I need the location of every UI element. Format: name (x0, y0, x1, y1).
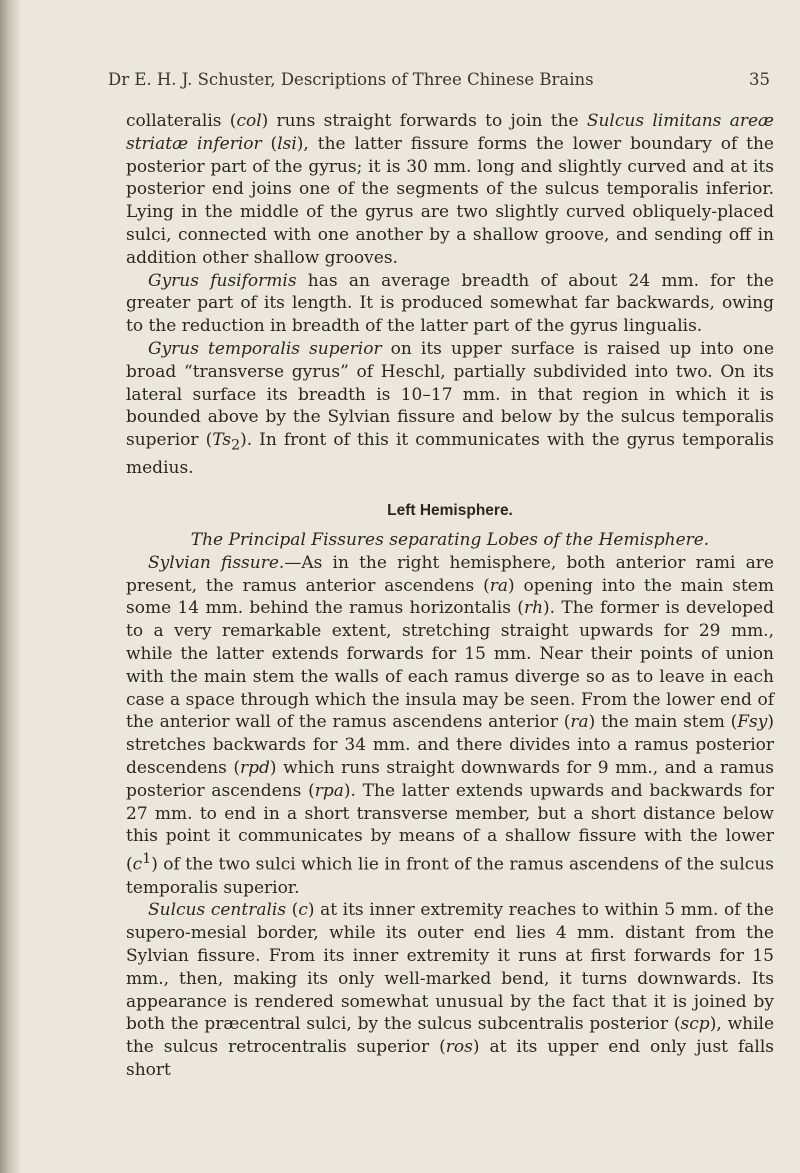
section-heading: Left Hemisphere. (387, 502, 513, 520)
italic-text: ra (489, 575, 509, 596)
italic-text: col (236, 111, 262, 131)
italic-text: c (298, 900, 308, 921)
text-run: ) which runs straight downwards for 9 mm., and a ramus posterior ascendens ( (126, 757, 774, 801)
italic-text: rpa (314, 780, 344, 801)
italic-text: rh (523, 598, 544, 619)
running-title: Dr E. H. J. Schuster, Descriptions of Three Chinese Brains (108, 70, 594, 89)
italic-text: ra (570, 712, 589, 733)
paragraph (126, 899, 774, 1081)
subscript: 2 (231, 437, 241, 454)
italic-text: lsi (277, 133, 297, 154)
italic-text: Gyrus temporalis superior (148, 338, 382, 359)
text-run: ) the main stem ( (588, 712, 738, 733)
italic-text: Sulcus centralis (148, 900, 287, 921)
paragraph (126, 552, 774, 900)
superscript: 1 (142, 851, 152, 868)
text-run: ) opening into the main stem some 14 mm. behind the ramus horizontalis ( (126, 575, 774, 619)
text-run: ) at its upper end only just falls short (126, 1037, 774, 1080)
text-run: ) runs straight forwards to join the (261, 111, 587, 131)
page-number: 35 (749, 70, 770, 89)
italic-text: c (132, 854, 143, 875)
text-run: ). In front of this it communicates with the gyrus temporalis medius. (126, 430, 774, 479)
paragraph-group-left-hemisphere (126, 552, 774, 1082)
section-subheading: The Principal Fissures separating Lobes of the Hemisphere. (190, 529, 710, 550)
text-run: ), while the sulcus retrocentralis superior ( (126, 1014, 775, 1058)
text-run: collateralis ( (126, 111, 237, 131)
italic-text: Sylvian fissure. (148, 552, 285, 573)
text-run: ) at its inner extremity reaches to within 5 mm. of the supero-mesial border, while its outer end lies 4 mm. distant from the Sylvian fissure. From its inner extremity it runs at first forwards for 15 mm., then, making its only well-marked bend, it turns downwards. Its appearance is rendered somewhat unusual by the fact that it is joined by both the præcentral sulci, by the sulcus subcentralis posterior ( (126, 900, 774, 1035)
italic-text: Sulcus limitans areæ striatæ inferior (126, 111, 774, 154)
text-run: on its upper surface is raised up into one broad “transverse gyrus” of Heschl, partially subdivided into two. On its lateral surface its breadth is 10–17 mm. in that region in which it is bounded above by the Sylvian fissure and below by the sulcus temporalis superior ( (126, 338, 775, 451)
text-run: ) of the two sulci which lie in front of the ramus ascendens of the sulcus temporalis superior. (126, 854, 774, 898)
text-run: ) stretches backwards for 34 mm. and there divides into a ramus posterior descendens ( (126, 712, 774, 778)
text-run: ). The former is developed to a very remarkable extent, stretching straight upwards for 29 mm., while the latter extends forwards for 15 mm. Near their points of union with the main stem the walls of each ramus diverge so as to leave in each case a space through which the insula may be seen. From the lower end of the anterior wall of the ramus ascendens anterior ( (126, 598, 774, 733)
text-run: ( (286, 900, 299, 921)
paragraph-group-right-hemisphere (126, 110, 774, 480)
italic-text: Fsy (737, 712, 768, 733)
page-edge-shadow (0, 0, 20, 1173)
italic-text: Gyrus fusiformis (148, 270, 297, 291)
italic-text: Ts (212, 430, 232, 451)
text-run: ). The latter extends upwards and backwards for 27 mm. to end in a short transverse member, but a short distance below this point it communicates by means of a shallow fissure with the lower ( (126, 780, 775, 875)
text-run: has an average breadth of about 24 mm. for the greater part of its length. It is produced somewhat far backwards, owing to the reduction in breadth of the latter part of the gyrus lingualis. (126, 270, 774, 337)
italic-text: scp (680, 1014, 710, 1035)
paragraph (126, 270, 774, 338)
text-run: —As in the right hemisphere, both anterior rami are present, the ramus anterior ascendens ( (126, 552, 774, 596)
text-run: ( (261, 133, 278, 154)
running-header (108, 70, 770, 89)
italic-text: ros (445, 1037, 473, 1058)
italic-text: rpd (240, 757, 270, 778)
paragraph (126, 110, 774, 270)
paragraph (126, 338, 774, 480)
body-text (126, 110, 774, 1082)
text-run: ), the latter fissure forms the lower boundary of the posterior part of the gyrus; it is 30 mm. long and slightly curved and at its posterior end joins one of the segments of the sulcus temporalis inferior. Lying in the middle of the gyrus are two slightly curved obliquely-placed sulci, connected with one another by a shallow groove, and sending off in addition other shallow grooves. (126, 133, 774, 268)
